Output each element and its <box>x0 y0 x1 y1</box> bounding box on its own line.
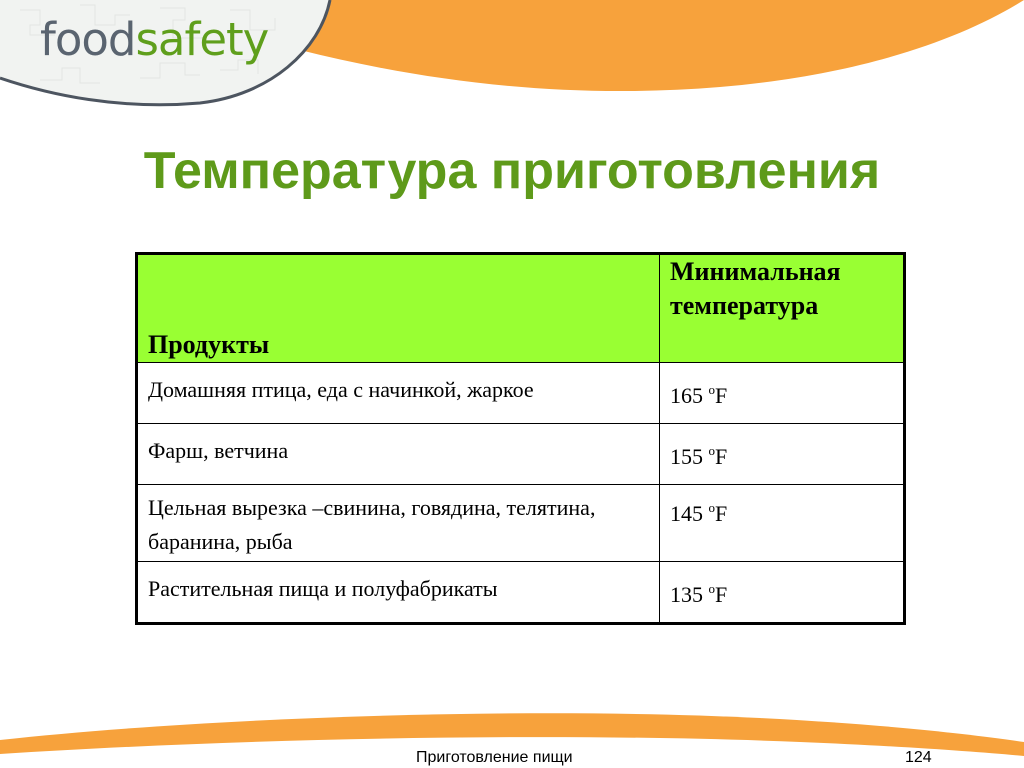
degree-sign: o <box>708 500 715 515</box>
logo-text-food: food <box>40 13 136 66</box>
cell-temperature <box>660 363 905 424</box>
page-number: 124 <box>905 749 932 766</box>
temp-value: 145 <box>670 501 703 526</box>
temp-unit: F <box>715 501 728 526</box>
temp-value: 155 <box>670 444 703 469</box>
header-min-temperature: Минимальная температура <box>660 254 905 363</box>
foodsafety-logo <box>40 13 268 73</box>
header-products: Продукты <box>137 254 660 363</box>
top-orange-band <box>300 0 1024 91</box>
cooking-temperature-table <box>135 252 906 625</box>
temp-value: 165 <box>670 383 703 408</box>
cell-product: Растительная пища и полуфабрикаты <box>137 562 660 624</box>
temp-unit: F <box>715 383 728 408</box>
footer-label: Приготовление пищи <box>416 749 573 766</box>
slide-title: Температура приготовления <box>143 142 881 200</box>
logo-text-safety: safety <box>135 13 269 66</box>
table-row <box>137 485 905 562</box>
cell-product: Домашняя птица, еда с начинкой, жаркое <box>137 363 660 424</box>
table-row <box>137 562 905 624</box>
cell-temperature <box>660 485 905 562</box>
degree-sign: o <box>708 581 715 596</box>
cell-product: Цельная вырезка –свинина, говядина, телятина, баранина, рыба <box>137 485 660 562</box>
cell-temperature <box>660 424 905 485</box>
cell-temperature <box>660 562 905 624</box>
temp-unit: F <box>715 582 728 607</box>
cell-product: Фарш, ветчина <box>137 424 660 485</box>
table-row <box>137 424 905 485</box>
degree-sign: o <box>708 382 715 397</box>
table-row <box>137 363 905 424</box>
temp-value: 135 <box>670 582 703 607</box>
table-header-row <box>137 254 905 363</box>
temp-unit: F <box>715 444 728 469</box>
degree-sign: o <box>708 443 715 458</box>
